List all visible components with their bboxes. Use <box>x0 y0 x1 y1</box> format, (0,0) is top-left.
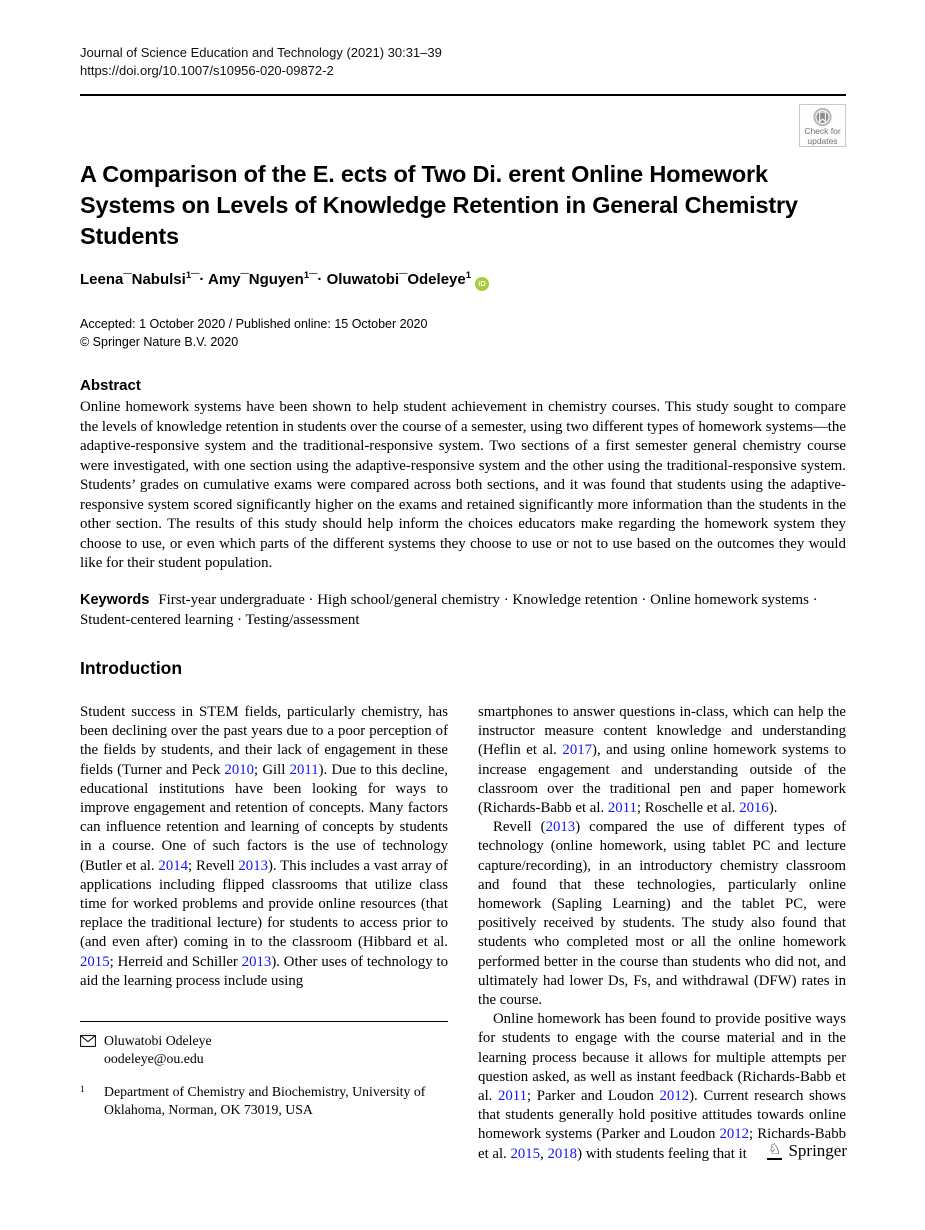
check-for-updates-badge[interactable] <box>799 104 846 147</box>
citation-year-link[interactable]: 2014 <box>158 857 189 874</box>
body-paragraph: Online homework has been found to provide positive ways for students to engage with the course material and in the learning process because it allows for multiple attempts per question asked, as well as instant feedback (Richards-Babb et al. 2011; Parker and Loudon 2012). Current research shows that students generally hold positive attitudes towards online homework systems (Parker and Loudon 2012; Richards-Babb et al. 2015, 2018) with students feeling that it <box>478 1011 847 1162</box>
springer-horse-icon: ♘ <box>768 1140 782 1158</box>
article-title <box>80 159 800 252</box>
citation-year-link[interactable]: 2013 <box>241 953 272 970</box>
footnote-block <box>80 1021 448 1119</box>
two-column-body <box>80 703 846 1164</box>
abstract-heading: Abstract <box>80 377 141 394</box>
publisher-logo <box>767 1141 847 1161</box>
citation-year-link[interactable]: 2011 <box>289 761 319 778</box>
author-name: Amy¯Nguyen <box>208 271 304 288</box>
publisher-name: Springer <box>788 1141 847 1160</box>
author-name: Oluwatobi¯Odeleye <box>326 271 466 288</box>
citation-year-link[interactable]: 2013 <box>238 857 268 874</box>
section-heading-introduction: Introduction <box>80 658 183 678</box>
keywords-text: First-year undergraduate · High school/general chemistry · Knowledge retention · Online homework systems · Student-centered learning · Testing/assessment <box>80 592 818 628</box>
abstract-text: Online homework systems have been shown to help student achievement in chemistry courses. This study sought to compare the levels of knowledge retention in students over the course of a semester, using two different types of homework systems—the adaptive-responsive system and the traditional-responsive system. Two sections of a first semester general chemistry course were investigated, with one section using the adaptive-responsive system and the other using the traditional-responsive system. Students’ grades on cumulative exams were compared across both sections, and it was found that students using the adaptive-responsive system scored significantly higher on the exams and retained significantly more information than the students in the other section. The results of this study should help inform the choices educators make regarding the homework system they choose to use, or even which parts of the different systems they choose to use or not to use based on the outcomes they would like for their student population. <box>80 399 846 571</box>
left-column-text <box>80 703 448 991</box>
citation-year-link[interactable]: 2012 <box>719 1126 750 1143</box>
right-column <box>478 703 846 1164</box>
citation-year-link[interactable]: 2011 <box>497 1088 528 1105</box>
author-separator: ¯· <box>309 271 327 288</box>
correspondence-email[interactable]: oodeleye@ou.edu <box>104 1051 204 1067</box>
author-line <box>80 270 489 291</box>
keywords-label: Keywords <box>80 592 150 608</box>
citation-year-link[interactable]: 2012 <box>659 1088 690 1105</box>
header-divider <box>80 94 846 96</box>
author-affiliation-ref: 1 <box>185 270 192 281</box>
author-affiliation-ref: 1 <box>465 270 472 281</box>
author-affiliation-ref: 1 <box>303 270 310 281</box>
orcid-icon[interactable]: iD <box>475 277 489 291</box>
journal-title-line: Journal of Science Education and Technology (2021) 30:31–39 <box>80 45 442 60</box>
citation-year-link[interactable]: 2015 <box>510 1145 541 1162</box>
body-paragraph: Student success in STEM fields, particularly chemistry, has been declining over the past years due to a poor perception of the fields by students, and their lack of engagement in these fields (Turner and Peck 2010; Gill 2011). Due to this decline, educational institutions have been looking for ways to improve engagement and retention of concepts. Many factors can influence retention and learning of concepts by students in a course. One of such factors is the use of technology (Butler et al. 2014; Revell 2013). This includes a vast array of applications including flipped classrooms that utilize class time for worked problems and provide online resources (that replace the traditional lecture) for students to access prior to (and even after) coming in to the classroom (Hibbard et al. 2015; Herreid and Schiller 2013). Other uses of technology to aid the learning process include using <box>80 704 448 989</box>
body-paragraph: Revell (2013) compared the use of different types of technology (online homework, using tablet PC and lecture capture/recording), in an introductory chemistry classroom and found that these technologies, particularly online homework (Sapling Learning) and the tablet PC, were positively received by students. The study also found that students who completed most or all the online homework performed better in the course than students who did not, and ultimately had lower Ds, Fs, and withdrawal (DFW) rates in the course. <box>478 819 846 1009</box>
correspondence-block <box>80 1032 448 1068</box>
abstract-section <box>80 377 846 574</box>
correspondence-text <box>104 1032 212 1068</box>
citation-year-link[interactable]: 2010 <box>224 761 255 778</box>
citation-year-link[interactable]: 2011 <box>607 800 637 817</box>
affiliation-block <box>80 1083 448 1119</box>
citation-year-link[interactable]: 2013 <box>545 819 576 836</box>
citation-year-link[interactable]: 2018 <box>547 1145 578 1162</box>
page-header <box>80 44 442 80</box>
copyright-line: © Springer Nature B.V. 2020 <box>80 334 239 349</box>
body-paragraph: smartphones to answer questions in-class, which can help the instructor measure content knowledge and understanding (Heflin et al. 2017), and using online homework systems to increase engagement and understanding outside of the classroom over the traditional pen and paper homework (Richards-Babb et al. 2011; Roschelle et al. 2016). <box>478 704 846 817</box>
affiliation-number: 1 <box>80 1085 85 1096</box>
citation-year-link[interactable]: 2016 <box>739 800 769 817</box>
correspondence-name: Oluwatobi Odeleye <box>104 1033 212 1049</box>
email-icon <box>80 1032 104 1068</box>
affiliation-text: Department of Chemistry and Biochemistry, University of Oklahoma, Norman, OK 73019, USA <box>104 1084 426 1118</box>
doi-link[interactable]: https://doi.org/10.1007/s10956-020-09872-2 <box>80 63 334 78</box>
title-line: A Comparison of the E. ects of Two Di. erent Online Homework <box>80 161 768 187</box>
check-for-updates-label: Check for updates <box>804 126 841 146</box>
citation-year-link[interactable]: 2015 <box>80 953 110 970</box>
citation-year-link[interactable]: 2017 <box>562 742 593 759</box>
title-line: Students <box>80 223 179 249</box>
publication-meta <box>80 316 427 351</box>
accepted-published-line: Accepted: 1 October 2020 / Published online: 15 October 2020 <box>80 317 428 331</box>
title-line: Systems on Levels of Knowledge Retention in General Chemistry <box>80 192 798 218</box>
check-for-updates-icon <box>812 107 833 127</box>
author-separator: ¯· <box>191 271 209 288</box>
keywords-line <box>80 591 846 630</box>
right-column-text <box>478 703 846 1164</box>
author-name: Leena¯Nabulsi <box>80 271 186 288</box>
left-column <box>80 703 448 1164</box>
